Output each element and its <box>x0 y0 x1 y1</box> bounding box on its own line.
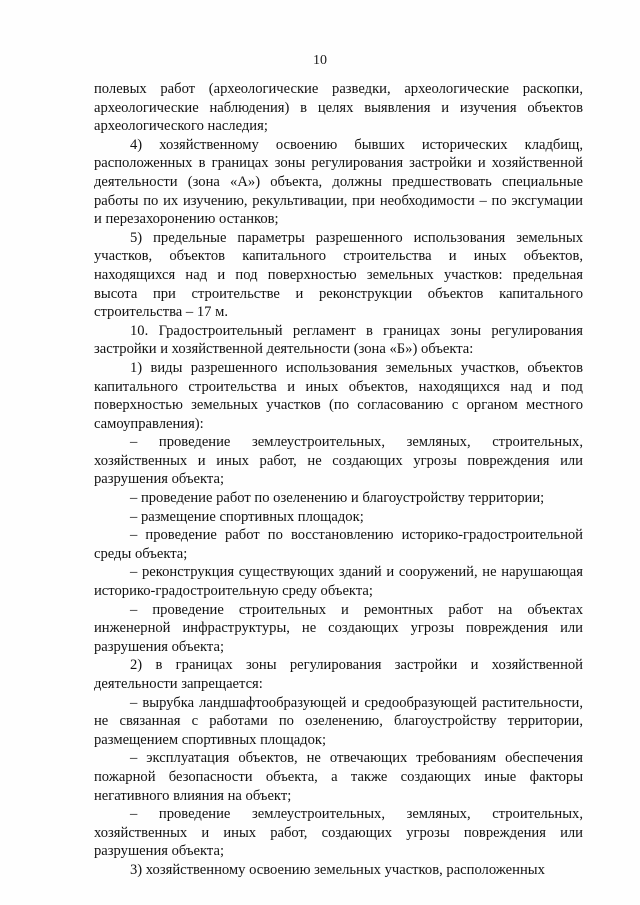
section-heading-paragraph: 10. Градостроительный регламент в границах зоны регулирования застройки и хозяйственной деятельности (зона «Б») объекта: <box>94 322 583 358</box>
paragraph: 4) хозяйственному освоению бывших исторических кладбищ, расположенных в границах зоны регулирования застройки и хозяйственной деятельности (зона «А») объекта, должны предшествовать специальные работы по их изучению, рекультивации, при необходимости – по эксгумации и перезахоронению останков; <box>94 136 583 228</box>
list-item: – проведение работ по восстановлению историко-градостроительной среды объекта; <box>94 527 583 562</box>
list-item: – размещение спортивных площадок; <box>130 508 364 525</box>
paragraph: 2) в границах зоны регулирования застройки и хозяйственной деятельности запрещается: <box>94 657 583 692</box>
list-item: – реконструкция существующих зданий и сооружений, не нарушающая историко-градостроительную среду объекта; <box>94 564 583 600</box>
list-item: – проведение строительных и ремонтных работ на объектах инженерной инфраструктуры, не создающих угрозы повреждения или разрушения объекта; <box>94 601 583 655</box>
paragraph: 1) виды разрешенного использования земельных участков, объектов капитального строительства и иных объектов, находящихся над и под поверхностью земельных участков (по согласованию с органом местного самоуправления): <box>94 359 583 432</box>
list-item: – вырубка ландшафтообразующей и средообразующей растительности, не связанная с работами по озеленению, благоустройству территории, размещением спортивных площадок; <box>94 694 583 748</box>
list-item: – эксплуатация объектов, не отвечающих требованиям обеспечения пожарной безопасности объекта, а также создающих иные факторы негативного влияния на объект; <box>94 750 583 804</box>
list-item: – проведение землеустроительных, земляных, строительных, хозяйственных и иных работ, не создающих угрозы повреждения или разрушения объекта; <box>94 434 583 488</box>
list-item: – проведение землеустроительных, земляных, строительных, хозяйственных и иных работ, создающих угрозы повреждения или разрушения объекта; <box>94 806 583 860</box>
paragraph: 5) предельные параметры разрешенного использования земельных участков, объектов капитального строительства и иных объектов, находящихся над и под поверхностью земельных участков: предельная высота при строительстве и реконструкции объектов капитального строительства – 17 м. <box>94 229 583 321</box>
page-number: 10 <box>313 53 327 68</box>
list-item: – проведение работ по озеленению и благоустройству территории; <box>130 490 545 507</box>
document-body <box>94 80 583 880</box>
paragraph: 3) хозяйственному освоению земельных участков, расположенных <box>130 861 545 878</box>
paragraph: полевых работ (археологические разведки, археологические раскопки, археологические наблюдения) в целях выявления и изучения объектов археологического наследия; <box>94 81 583 135</box>
